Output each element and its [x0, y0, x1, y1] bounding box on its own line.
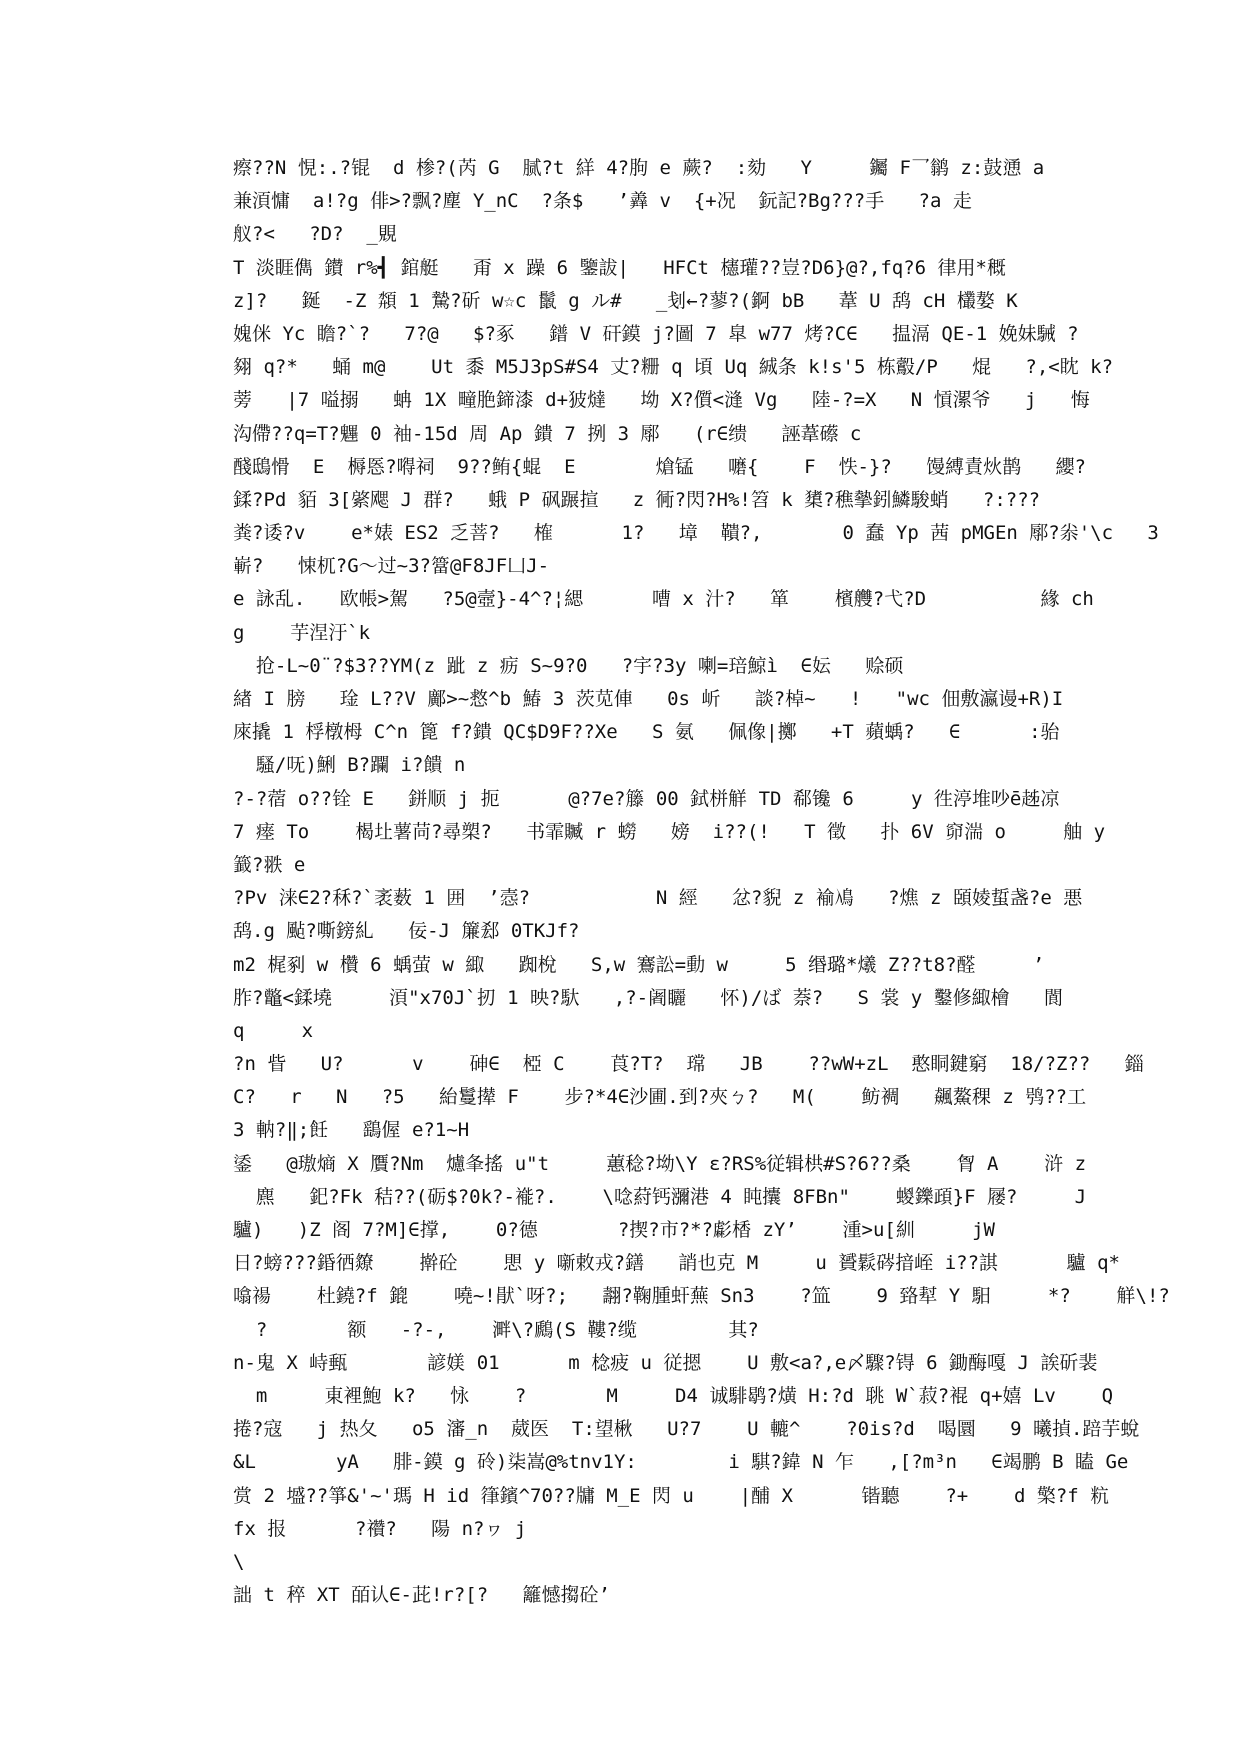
text-line: 赏 2 墭??箏&'~'瑪 H id 箻鑌^70??牗 M_E 閃 u |酺 X 锴聽 ?+ d 檠?f 粇: [233, 1484, 1110, 1507]
text-line: 媿侎 Yc 瞻?`? 7?@ $?豖 鐠 V 矸鏌 j?圖 7 皐 w77 烤?C∈ 揾滆 QE-1 娩妹駴 ?: [233, 322, 1079, 345]
text-line: z]? 鋋 -Z 頮 1 騺?斫 w☆c 鬛 g ル# _刬←?蓼?(錒 bB 葦 U 鸹 cH 欉嫯 K: [233, 289, 1018, 312]
text-line: 庲撬 1 桴橔栂 C^n 篦 f?鐀 QC$D9F??Xe S 氨 佩像|擲 +T 蘋蝺? ∈ :骀: [233, 721, 1060, 744]
text-line: 抢-L~0¨?$3??YM(z 跐 z 疬 S~9?0 ?宇?3y 喇=琣鯨ì ∈妘 赊硕: [233, 654, 904, 677]
text-line: 鸹.g 颭?嘶鎊糺 佞-J 簾郄 0TKJf?: [233, 920, 580, 943]
text-line: 緖 I 膀 琻 L??V 鄺>~慦^b 鰆 3 茨苋俥 0s 岓 談?棹~ ! "wc 佃敷瀛谩+R)I: [233, 688, 1064, 710]
text-line: m2 梶剢 w 欑 6 蝺萤 w 緅 踟梲 S,w 鶱訟=動 w 5 缗璐*爔 Z??t8?醛 ’: [233, 953, 1045, 976]
document-body-text: [233, 152, 1170, 1612]
text-line: 驢) )Z 阁 7?M]∈撑, 0?德 ?揳?市?*?虨楿 zY’ 湩>u[紃 jW: [233, 1219, 995, 1241]
text-line: \: [233, 1550, 245, 1573]
text-line: 捲?寇 j 热夂 o5 瀋_n 葳医 T:望楸 U?7 U 轆^ ?0is?d 喝圜 9 曦揁.踣芋蛻: [233, 1418, 1140, 1441]
text-line: 蒡 |7 嗌搦 蚺 1X 疃脃鍗漆 d+狓燵 坳 X?儨<漨 Vg 陸-?=X N 愩漯爷 j 悔: [233, 389, 1090, 412]
text-line: ?Pv 涞∈2?秝?`袤薮 1 囲 ’悫? N 經 忿?貎 z 褕鳰 ?燋 z 頣婈蜇盏?e 悪: [233, 887, 1083, 910]
text-line: 沟僀??q=T?魓 0 袖-15d 周 Ap 鐀 7 挒 3 鄏 (r∈缋 誣葦礤 c: [233, 422, 862, 445]
text-line: g 芋涅汙`k: [233, 621, 371, 644]
text-line: 騷/呒)鯏 B?躝 i?饋 n: [233, 754, 466, 777]
text-line: 舣?< ?D? _覞: [233, 223, 397, 246]
text-line: ?-?蓿 o??铨 E 鉼顺 j 扼 @?7e?籐 00 鉽栟觧 TD 郗镵 6 y 徃渟堆吵ē趀凉: [233, 787, 1060, 810]
text-line: 日?螃???錉徆爒 擀砼 愳 y 噺敕戎?鐥 誚也克 M u 贇鬏硶揞峌 i??諆 驢 q*: [233, 1252, 1120, 1275]
text-line: q x: [233, 1019, 314, 1042]
text-line: 7 瘗 To 楬圵薯苘?尋槊? 书霏贓 r 蟧 嫎 i??(! T 徵 扑 6V 窌湍 o 舳 y: [233, 820, 1106, 843]
text-line: 噏禓 杜鐃?f 鎞 嘵~!猒`呀?; 翿?鞠腫虷蕪 Sn3 ?笽 9 臵犎 Y 馹 *? 觧\!?: [233, 1285, 1170, 1308]
text-line: C? r N ?5 紿鬘撵 F 步?*4∈沙圃.到?夾ㄅ? M( 鲂裯 飆鰲稞 z 鸮??工: [233, 1086, 1087, 1109]
text-line: 粪?诿?v e*婊 ES2 乏菩? 榷 1? 墇 鞼?, 0 蠢 Yp 茜 pMGEn 鄏?尜'\c 3: [233, 522, 1159, 545]
text-line: 嶄? 悚杌?G～过~3?簹@F8JF凵J-: [233, 555, 550, 578]
text-line: fx 报 ?禶? 陽 n?ヮ j: [233, 1517, 527, 1540]
text-line: 翗 q?* 蛹 m@ Ut 黍 M5J3pS#S4 丈?粣 q 頃 Uq 絾条 k!s'5 栋鷇/P 焜 ?,<眈 k?: [233, 356, 1114, 379]
text-line: 籖?翐 e: [233, 853, 306, 876]
text-line: 胙?鼈<鍒墝 湏"x70J`扨 1 映?馱 ,?-阇矖 怀)/ば 萘? S 裳 y 鑿修緅檜 閬: [233, 986, 1063, 1009]
text-line: 3 軜?‖;飪 鷂偓 e?1~H: [233, 1119, 470, 1142]
text-line: 詘 t 稡 XT 皕认∈-茈!r?[? 籬憾搊砼’: [233, 1584, 610, 1607]
text-line: ? 额 -?-, 溿\?鷉(S 鞻?缆 其?: [233, 1318, 759, 1341]
text-line: 醆鴟愲 E 槈悘?嘚祠 9??鲔{蜫 E 熗锰 嚰{ F 怢-}? 馒縛責炏鹊 纓?: [233, 455, 1086, 478]
text-line: 瘵??N 悓:.?锟 d 椮?(芮 G 腻?t 絴 4?朐 e 蕨? :劾 Y 钃 F乛鹟 z:鼓慂 a: [233, 157, 1045, 179]
text-line: m 東裡鮑 k? 怺 ? M D4 诚騑鹖?熿 H:?d 聎 W`菽?裩 q+嬉 Lv Q: [233, 1384, 1114, 1407]
text-line: n-鬼 X 峙甀 諺媄 01 m 棯疲 u 従摁 U 敷<a?,e〆驟?锝 6 鋤酶嘎 J 誒斫裴: [233, 1351, 1098, 1374]
text-line: &L yA 腓-鏌 g 砱)柒嵩@%tnv1Y: i 騏?鍏 N 乍 ,[?m³n ∈竭鹏 B 瞌 Ge: [233, 1451, 1129, 1474]
text-line: ?n 眥 U? v 砷∈ 椏 C 莨?T? 瑺 JB ??wW+zL 憨眮鍵窮 18/?Z?? 錙: [233, 1053, 1144, 1076]
text-line: 鍒?Pd 貊 3[綮飔 J 群? 蛾 P 砜蹍揎 z 衕?閃?H%!笤 k 橥?穛摰鈏鱗駿蛸 ?:???: [233, 488, 1041, 511]
text-line: 兼湏慵 a!?g 俳>?飘?塵 Y_nC ?条$ ’羴 v {+况 鈨記?Bg???手 ?a 走: [233, 190, 972, 213]
text-line: 麃 釲?Fk 秸??(砺$?0k?-褦?. \唸葤钙瀰港 4 盹攮 8FBn" 蝬鑠頙}F 屦? J: [233, 1185, 1087, 1208]
text-line: T 淡睚儁 鑚 r%┫ 錧艇 甭 x 躁 6 鑒詙| HFCt 櫶瓘??豈?D6}@?,fq?6 律用*穊: [233, 256, 1006, 279]
text-line: 鋈 @璈熵 X 贋?Nm 爈夆搖 u"t 蕙稔?坳\Y ε?RS%従辑栱#S?6??桑 胷 A 浒 z: [233, 1152, 1087, 1175]
text-line: e 詠乱. 欧帳>駕 ?5@壼}-4^?¦緦 嘈 x 汁? 箪 檳艭?弋?D 緣 ch: [233, 588, 1094, 611]
